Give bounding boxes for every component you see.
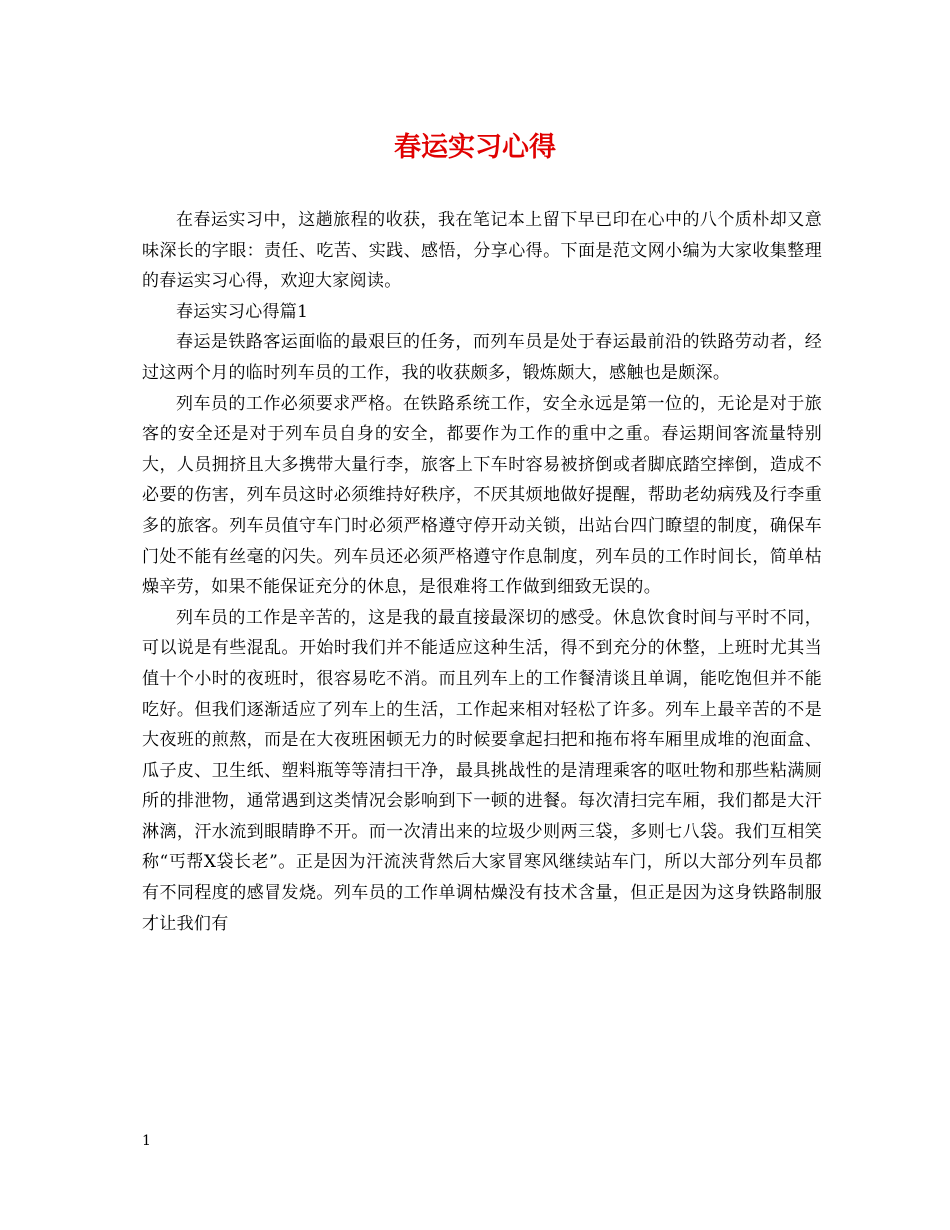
page-number: 1 xyxy=(142,1133,151,1149)
paragraph-intro: 在春运实习中，这趟旅程的收获，我在笔记本上留下早已印在心中的八个质朴却又意味深长的字眼：责任、吃苦、实践、感悟，分享心得。下面是范文网小编为大家收集整理的春运实习心得，欢迎大家阅读。 xyxy=(142,210,822,292)
document-title: 春运实习心得 xyxy=(394,132,556,163)
paragraph: 列车员的工作是辛苦的，这是我的最直接最深切的感受。休息饮食时间与平时不同，可以说是有些混乱。开始时我们并不能适应这种生活，得不到充分的休整，上班时尤其当值十个小时的夜班时，很容易吃不消。而且列车上的工作餐清谈且单调，能吃饱但并不能吃好。但我们逐渐适应了列车上的生活，工作起来相对轻松了许多。列车上最辛苦的不是大夜班的煎熬，而是在大夜班困顿无力的时候要拿起扫把和拖布将车厢里成堆的泡面盒、瓜子皮、卫生纸、塑料瓶等等清扫干净，最具挑战性的是清理乘客的呕吐物和那些粘满厕所的排泄物，通常遇到这类情况会影响到下一顿的进餐。每次清扫完车厢，我们都是大汗淋漓，汗水流到眼睛睁不开。而一次清出来的垃圾少则两三袋，多则七八袋。我们互相笑称“丐帮X袋长老”。正是因为汗流浃背然后大家冒寒风继续站车门，所以大部分列车员都有不同程度的感冒发烧。列车员的工作单调枯燥没有技术含量，但正是因为这身铁路制服才让我们有 xyxy=(142,607,822,934)
section-heading: 春运实习心得篇1 xyxy=(176,301,309,322)
paragraph: 列车员的工作必须要求严格。在铁路系统工作，安全永远是第一位的，无论是对于旅客的安全还是对于列车员自身的安全，都要作为工作的重中之重。春运期间客流量特别大，人员拥挤且大多携带大量行李，旅客上下车时容易被挤倒或者脚底踏空摔倒，造成不必要的伤害，列车员这时必须维持好秩序，不厌其烦地做好提醒，帮助老幼病残及行李重多的旅客。列车员值守车门时必须严格遵守停开动关锁，出站台四门瞭望的制度，确保车门处不能有丝毫的闪失。列车员还必须严格遵守作息制度，列车员的工作时间长，简单枯燥辛劳，如果不能保证充分的休息，是很难将工作做到细致无误的。 xyxy=(142,393,822,598)
document-body xyxy=(142,205,822,939)
paragraph: 春运是铁路客运面临的最艰巨的任务，而列车员是处于春运最前沿的铁路劳动者，经过这两个月的临时列车员的工作，我的收获颇多，锻炼颇大，感触也是颇深。 xyxy=(142,332,822,383)
